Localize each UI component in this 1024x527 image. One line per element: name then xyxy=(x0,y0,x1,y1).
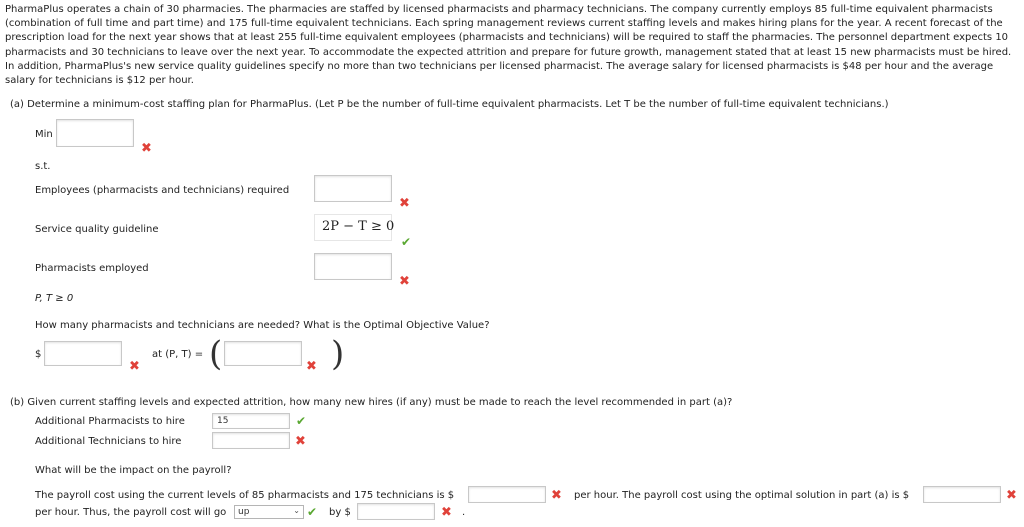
incorrect-icon: ✖ xyxy=(399,274,410,289)
objective-value-input[interactable] xyxy=(44,341,122,366)
chevron-down-icon: ⌄ xyxy=(293,506,300,515)
employees-constraint-label: Employees (pharmacists and technicians) required xyxy=(35,185,290,196)
service-constraint-label: Service quality guideline xyxy=(35,224,159,235)
additional-pharmacists-input[interactable]: 15 xyxy=(212,413,290,429)
incorrect-icon: ✖ xyxy=(129,359,140,374)
by-label: by $ xyxy=(329,507,351,518)
payroll-direction-value: up xyxy=(238,507,250,517)
payroll-text-direction: per hour. Thus, the payroll cost will go xyxy=(35,507,227,518)
additional-technicians-input[interactable] xyxy=(212,432,290,449)
pt-solution-input[interactable] xyxy=(224,341,302,366)
payroll-question: What will be the impact on the payroll? xyxy=(35,465,232,476)
payroll-direction-select[interactable] xyxy=(234,505,304,519)
optimal-question: How many pharmacists and technicians are needed? What is the Optimal Objective Value? xyxy=(35,320,490,331)
close-paren: ) xyxy=(331,334,345,374)
part-b-prompt: (b) Given current staffing levels and expected attrition, how many new hires (if any) must be made to reach the level recommended in part (a)? xyxy=(10,397,733,408)
open-paren: ( xyxy=(209,334,223,374)
correct-icon: ✔ xyxy=(401,235,412,249)
nonnegativity-label: P, T ≥ 0 xyxy=(35,293,74,304)
employees-constraint-input[interactable] xyxy=(314,175,392,202)
incorrect-icon: ✖ xyxy=(441,505,452,520)
problem-statement: PharmaPlus operates a chain of 30 pharmacies. The pharmacies are staffed by licensed pharmacists and pharmacy technicians. The company currently employs 85 full-time equivalent pharmacists (combination of full time and part time) and 175 full-time equivalent technicians. Each spring management reviews current staffing levels and makes hiring plans for the year. A recent forecast of the prescription load for the next year shows that at least 255 full-time equivalent employees (pharmacists and technicians) will be required to staff the pharmacies. The personnel department expects 10 pharmacists and 30 technicians to leave over the next year. To accommodate the expected attrition and prepare for future growth, management stated that at least 15 new pharmacists must be hired. In addition, PharmaPlus's new service quality guidelines specify no more than two technicians per licensed pharmacist. The average salary for licensed pharmacists is $48 per hour and the average salary for technicians is $12 per hour. xyxy=(5,4,1012,87)
service-constraint-formula: 2P − T ≥ 0 xyxy=(322,219,395,234)
at-pt-label: at (P, T) = xyxy=(152,349,204,360)
optimal-payroll-input[interactable] xyxy=(923,486,1001,503)
correct-icon: ✔ xyxy=(296,414,307,428)
part-a-prompt: (a) Determine a minimum-cost staffing plan for PharmaPlus. (Let P be the number of full-time equivalent pharmacists. Let T be the number of full-time equivalent technicians.) xyxy=(10,99,889,110)
incorrect-icon: ✖ xyxy=(295,434,306,449)
service-constraint-input[interactable] xyxy=(314,214,395,241)
end-period: . xyxy=(462,507,466,518)
incorrect-icon: ✖ xyxy=(141,141,152,156)
incorrect-icon: ✖ xyxy=(399,196,410,211)
objective-function-input[interactable] xyxy=(56,119,134,147)
min-label: Min xyxy=(35,129,53,140)
st-label: s.t. xyxy=(35,161,51,172)
incorrect-icon: ✖ xyxy=(306,359,317,374)
current-payroll-input[interactable] xyxy=(468,486,546,503)
incorrect-icon: ✖ xyxy=(1006,488,1017,503)
payroll-text-optimal: per hour. The payroll cost using the optimal solution in part (a) is $ xyxy=(574,490,910,501)
additional-technicians-label: Additional Technicians to hire xyxy=(35,436,182,447)
pharmacists-constraint-label: Pharmacists employed xyxy=(35,263,149,274)
payroll-change-input[interactable] xyxy=(357,503,435,520)
payroll-text-current: The payroll cost using the current levels of 85 pharmacists and 175 technicians is $ xyxy=(35,490,455,501)
pharmacists-constraint-input[interactable] xyxy=(314,253,392,280)
additional-pharmacists-label: Additional Pharmacists to hire xyxy=(35,416,185,427)
incorrect-icon: ✖ xyxy=(551,488,562,503)
dollar-sign: $ xyxy=(35,349,42,360)
correct-icon: ✔ xyxy=(307,505,318,519)
